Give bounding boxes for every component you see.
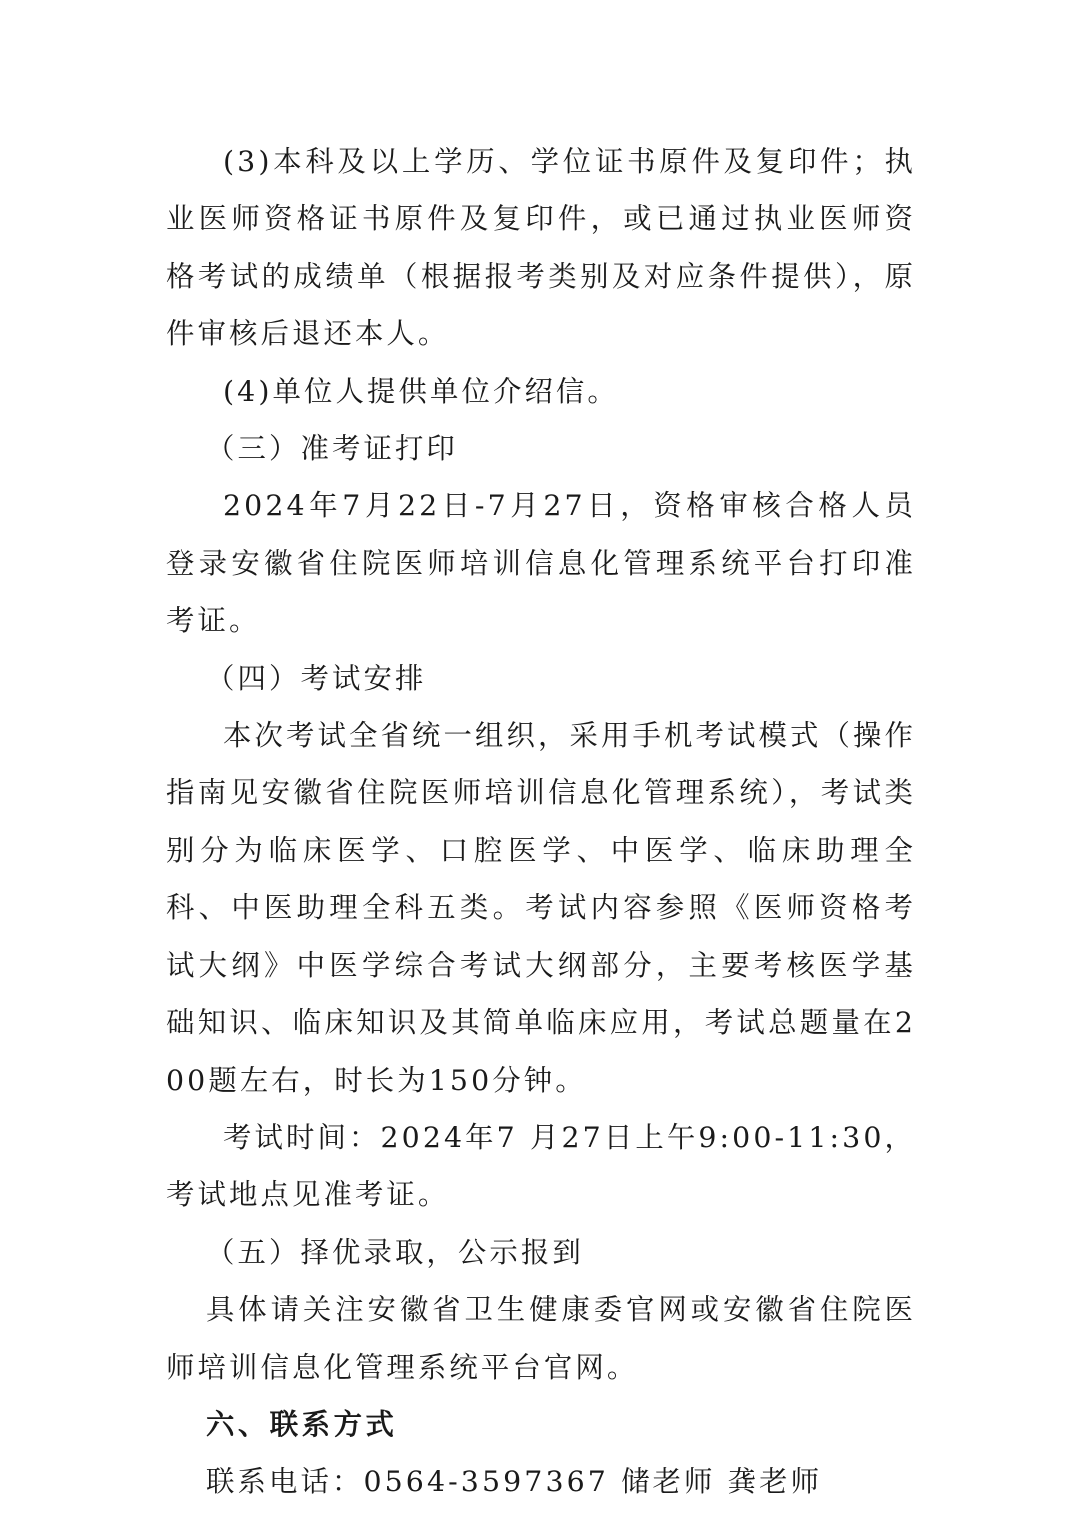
section-heading-admission-ticket: （三）准考证打印 <box>206 432 458 466</box>
document-body <box>166 133 916 1511</box>
contact-line: 联系电话：0564-3597367 储老师 龚老师 <box>206 1465 823 1499</box>
paragraph-admission: 具体请关注安徽省卫生健康委官网或安徽省住院医师培训信息化管理系统平台官网。 <box>166 1293 916 1384</box>
paragraph-materials-3: (3)本科及以上学历、学位证书原件及复印件；执业医师资格证书原件及复印件，或已通过执业医师资格考试的成绩单（根据报考类别及对应条件提供），原件审核后退还本人。 <box>166 145 916 351</box>
paragraph-admission-ticket: 2024年7月22日-7月27日，资格审核合格人员登录安徽省住院医师培训信息化管理系统平台打印准考证。 <box>166 489 916 638</box>
section-heading-exam-arrangement: （四）考试安排 <box>206 661 427 695</box>
paragraph-exam-arrangement: 本次考试全省统一组织，采用手机考试模式（操作指南见安徽省住院医师培训信息化管理系统），考试类别分为临床医学、口腔医学、中医学、临床助理全科、中医助理全科五类。考试内容参照《医师资格考试大纲》中医学综合考试大纲部分，主要考核医学基础知识、临床知识及其简单临床应用，考试总题量在200题左右，时长为150分钟。 <box>166 719 916 1097</box>
paragraph-exam-time: 考试时间：2024年7 月27日上午9:00-11:30，考试地点见准考证。 <box>166 1120 916 1212</box>
section-heading-contact: 六、联系方式 <box>206 1406 398 1441</box>
section-heading-admission: （五）择优录取，公示报到 <box>206 1235 584 1269</box>
paragraph-materials-4: (4)单位人提供单位介绍信。 <box>223 374 619 408</box>
